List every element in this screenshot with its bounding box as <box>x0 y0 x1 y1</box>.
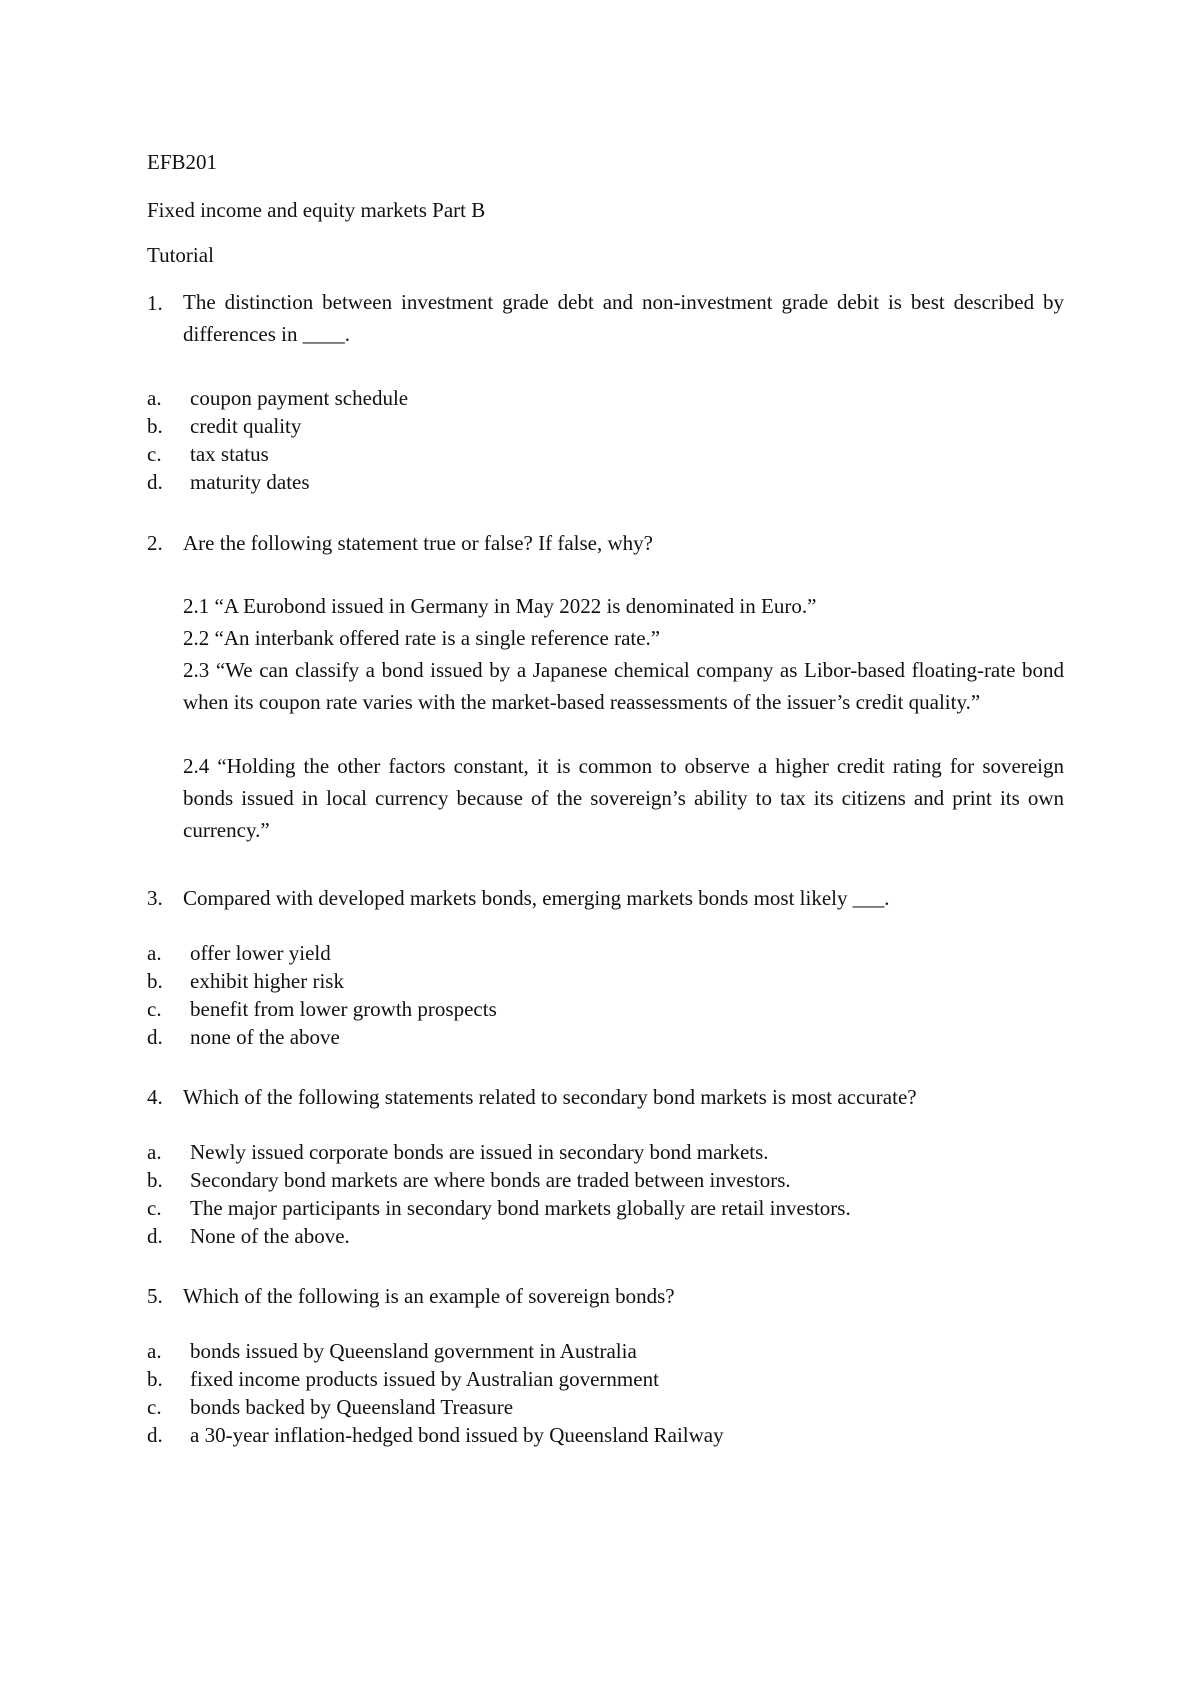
statement-2-4: 2.4 “Holding the other factors constant, it is common to observe a higher credit rating for sovereign bonds issued in local currency because of the sovereign’s ability to tax its citizens and print its own currency.” <box>183 754 1064 842</box>
question-4-text: Which of the following statements related to secondary bond markets is most accurate? <box>183 1085 917 1109</box>
option-letter: b. <box>147 414 163 438</box>
option-text: fixed income products issued by Australian government <box>190 1367 659 1391</box>
document-subtitle: Fixed income and equity markets Part B <box>147 198 486 222</box>
option-text: none of the above <box>190 1025 340 1049</box>
option-text: bonds backed by Queensland Treasure <box>190 1395 514 1419</box>
question-4-number: 4. <box>147 1085 163 1109</box>
option-text: maturity dates <box>190 470 310 494</box>
question-5-text: Which of the following is an example of sovereign bonds? <box>183 1284 675 1308</box>
option-text: coupon payment schedule <box>190 386 409 410</box>
option-letter: d. <box>147 1224 163 1248</box>
option-text: benefit from lower growth prospects <box>190 997 497 1021</box>
option-letter: b. <box>147 969 163 993</box>
question-1-number: 1. <box>147 291 163 315</box>
statement-2-3: 2.3 “We can classify a bond issued by a Japanese chemical company as Libor-based floating-rate bond when its coupon rate varies with the market-based reassessments of the issuer’s credit quality.” <box>183 658 1064 714</box>
course-code: EFB201 <box>147 150 218 174</box>
question-5-number: 5. <box>147 1284 163 1308</box>
option-letter: d. <box>147 1423 163 1447</box>
option-letter: d. <box>147 1025 163 1049</box>
option-letter: c. <box>147 1395 162 1419</box>
question-2-text: Are the following statement true or false? If false, why? <box>183 531 653 555</box>
option-text: None of the above. <box>190 1224 350 1248</box>
option-letter: b. <box>147 1168 163 1192</box>
question-2-number: 2. <box>147 531 163 555</box>
statement-2-2: 2.2 “An interbank offered rate is a single reference rate.” <box>183 626 661 650</box>
option-letter: b. <box>147 1367 163 1391</box>
option-text: offer lower yield <box>190 941 331 965</box>
option-letter: c. <box>147 1196 162 1220</box>
option-letter: a. <box>147 1140 162 1164</box>
option-text: exhibit higher risk <box>190 969 344 993</box>
question-1-text: The distinction between investment grade debt and non-investment grade debit is best described by differences in ____. <box>183 290 1064 346</box>
option-text: bonds issued by Queensland government in Australia <box>190 1339 637 1363</box>
option-letter: a. <box>147 386 162 410</box>
option-letter: a. <box>147 1339 162 1363</box>
option-letter: c. <box>147 442 162 466</box>
option-letter: a. <box>147 941 162 965</box>
statement-2-1: 2.1 “A Eurobond issued in Germany in May 2022 is denominated in Euro.” <box>183 594 817 618</box>
option-text: tax status <box>190 442 269 466</box>
option-text: Newly issued corporate bonds are issued in secondary bond markets. <box>190 1140 769 1164</box>
option-text: credit quality <box>190 414 302 438</box>
option-text: The major participants in secondary bond markets globally are retail investors. <box>190 1196 851 1220</box>
option-letter: c. <box>147 997 162 1021</box>
option-text: a 30-year inflation-hedged bond issued by Queensland Railway <box>190 1423 724 1447</box>
section-title: Tutorial <box>147 243 214 267</box>
question-3-number: 3. <box>147 886 163 910</box>
option-letter: d. <box>147 470 163 494</box>
question-3-text: Compared with developed markets bonds, emerging markets bonds most likely ___. <box>183 886 890 910</box>
option-text: Secondary bond markets are where bonds are traded between investors. <box>190 1168 791 1192</box>
